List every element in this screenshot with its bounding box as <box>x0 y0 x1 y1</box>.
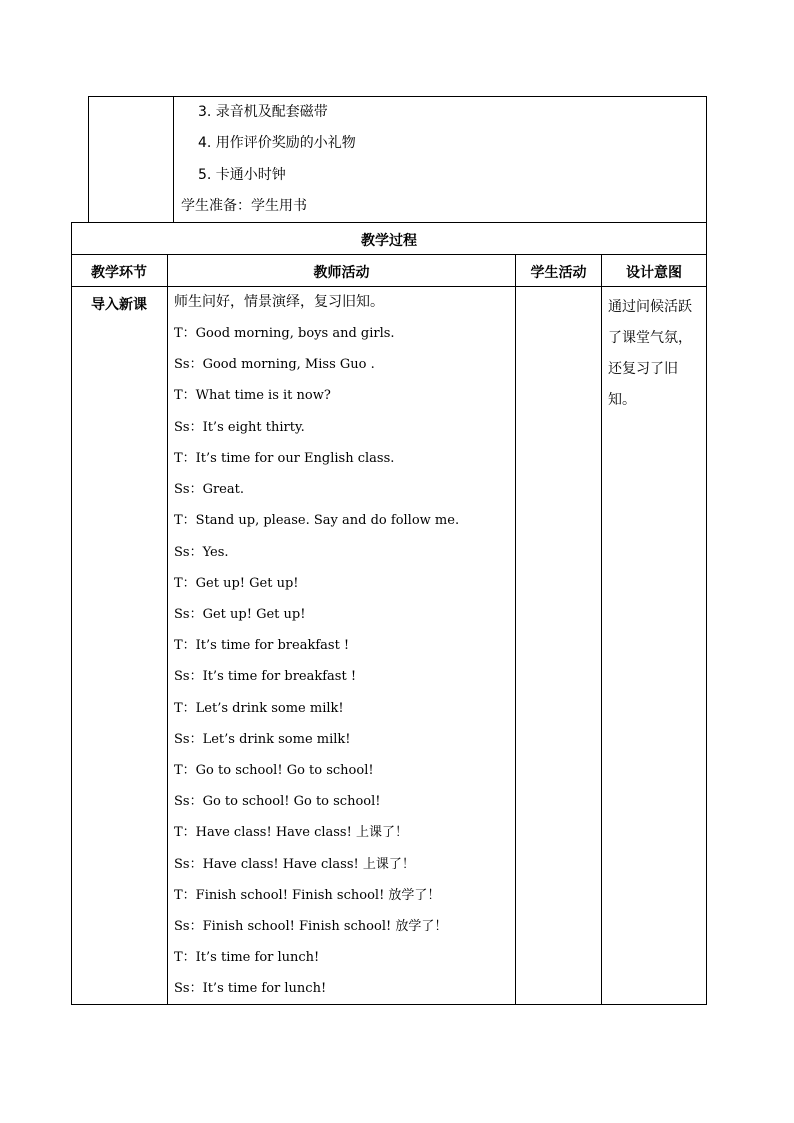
stage-label: 导入新课 <box>91 297 147 313</box>
teacher-line: T：It’s time for our English class. <box>174 451 395 466</box>
teacher-line: T：Let’s drink some milk! <box>174 701 344 716</box>
header-student-activity: 学生活动 <box>530 265 587 281</box>
material-item-3: 3. 录音机及配套磁带 <box>198 104 328 120</box>
teacher-line: T：Finish school! Finish school! 放学了！ <box>174 888 441 903</box>
teacher-line: Ss：Good morning, Miss Guo . <box>174 357 375 372</box>
table-right-border <box>706 222 707 1005</box>
student-prep: 学生准备：学生用书 <box>181 198 307 214</box>
col-divider-2 <box>515 254 516 1005</box>
col-divider-3 <box>601 254 602 1005</box>
teacher-line: T：It’s time for lunch! <box>174 950 320 965</box>
teacher-line: T：Get up! Get up! <box>174 576 299 591</box>
teacher-line: Ss：Go to school! Go to school! <box>174 794 381 809</box>
teacher-line: Ss：Yes. <box>174 545 229 560</box>
top-right-border <box>706 96 707 222</box>
table-top-border <box>71 222 707 223</box>
teacher-line: Ss：Finish school! Finish school! 放学了！ <box>174 919 448 934</box>
material-item-4: 4. 用作评价奖励的小礼物 <box>198 135 356 151</box>
teacher-line: Ss：Get up! Get up! <box>174 607 306 622</box>
table-left-border <box>71 222 72 1005</box>
teacher-line: Ss：Great. <box>174 482 244 497</box>
header-design-intent: 设计意图 <box>626 265 682 281</box>
teacher-line: Ss：Have class! Have class! 上课了！ <box>174 857 415 872</box>
teacher-line: Ss：Let’s drink some milk! <box>174 732 351 747</box>
teacher-line: T：Have class! Have class! 上课了！ <box>174 825 408 840</box>
teacher-line: T：Stand up, please. Say and do follow me. <box>174 513 460 528</box>
teacher-line: T：Good morning, boys and girls. <box>174 326 395 341</box>
design-intent-text: 通过问候活跃了课堂气氛，还复习了旧知。 <box>608 299 692 408</box>
teacher-line: T：It’s time for breakfast ! <box>174 638 350 653</box>
teacher-line: Ss：It’s time for breakfast ! <box>174 669 357 684</box>
teacher-line: Ss：It’s time for lunch! <box>174 981 327 996</box>
table-title: 教学过程 <box>361 233 417 249</box>
header-stage: 教学环节 <box>91 265 147 281</box>
teacher-line: T：What time is it now? <box>174 388 331 403</box>
teacher-line: 师生问好，情景演绎，复习旧知。 <box>174 294 384 310</box>
teacher-line: Ss：It’s eight thirty. <box>174 420 305 435</box>
top-left-border <box>88 96 89 222</box>
material-item-5: 5. 卡通小时钟 <box>198 167 286 183</box>
top-divider <box>173 96 174 222</box>
col-divider-1 <box>167 254 168 1005</box>
teacher-line: T：Go to school! Go to school! <box>174 763 374 778</box>
top-border <box>88 96 707 97</box>
header-teacher-activity: 教师活动 <box>313 265 370 281</box>
